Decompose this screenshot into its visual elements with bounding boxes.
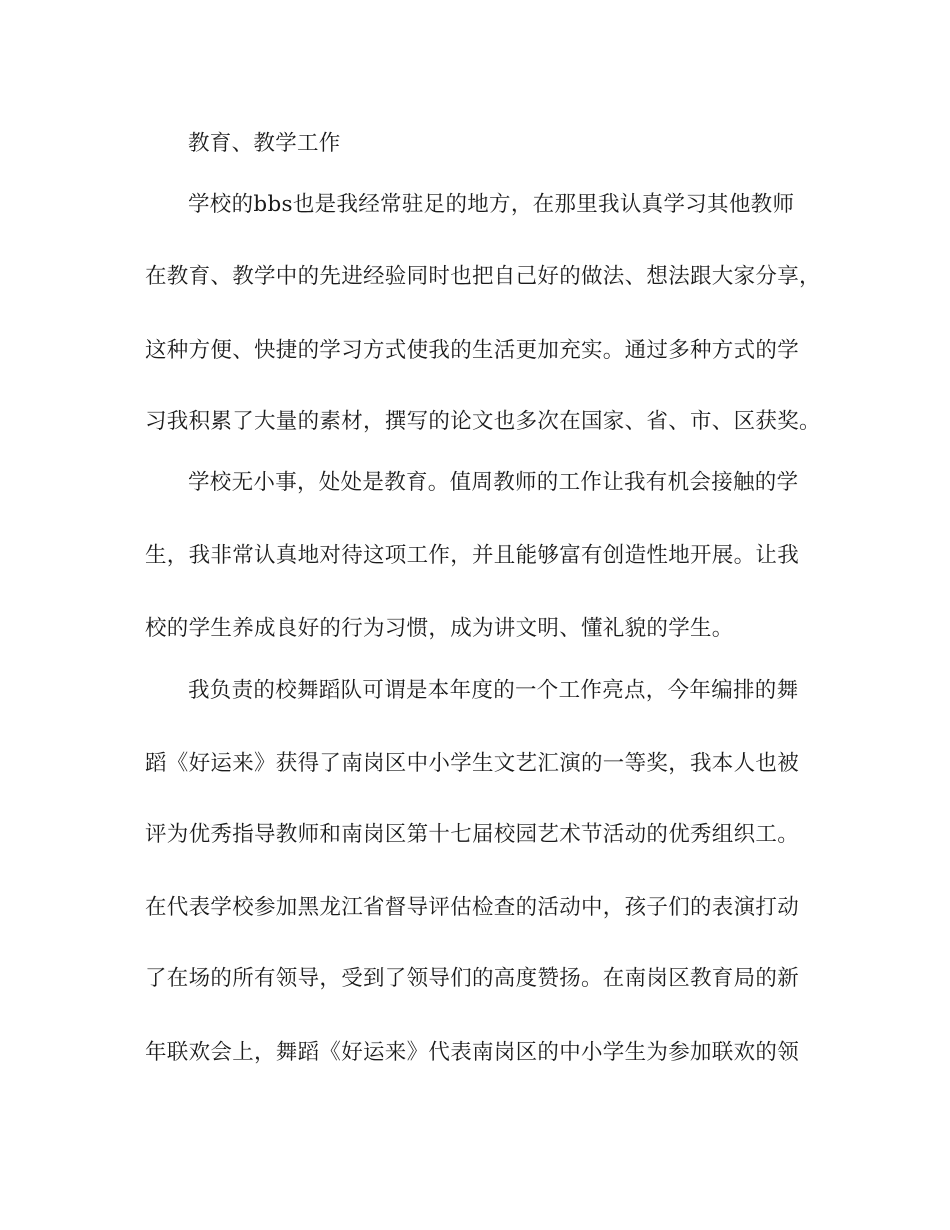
text-line: 蹈《好运来》获得了南岗区中小学生文艺汇演的一等奖，我本人也被 [145,751,800,776]
text-line: 校的学生养成良好的行为习惯，成为讲文明、懂礼貌的学生。 [145,616,734,641]
section-heading: 教育、教学工作 [188,131,341,156]
text-line: 学校无小事，处处是教育。值周教师的工作让我有机会接触的学 [188,470,799,495]
text-line: 我负责的校舞蹈队可谓是本年度的一个工作亮点，今年编排的舞 [188,678,799,703]
text-line: 生，我非常认真地对待这项工作，并且能够富有创造性地开展。让我 [145,543,800,568]
text-line: 在教育、教学中的先进经验同时也把自己好的做法、想法跟大家分享， [145,264,821,289]
text-line: 评为优秀指导教师和南岗区第十七届校园艺术节活动的优秀组织工。 [145,822,800,847]
text-line: 年联欢会上，舞蹈《好运来》代表南岗区的中小学生为参加联欢的领 [145,1040,800,1065]
text-line: 这种方便、快捷的学习方式使我的生活更加充实。通过多种方式的学 [145,338,800,363]
text-line: 习我积累了大量的素材，撰写的论文也多次在国家、省、市、区获奖。 [145,409,821,434]
text-line: 学校的bbs也是我经常驻足的地方，在那里我认真学习其他教师 [188,192,795,217]
text-line: 在代表学校参加黑龙江省督导评估检查的活动中，孩子们的表演打动 [145,895,800,920]
text-line: 了在场的所有领导，受到了领导们的高度赞扬。在南岗区教育局的新 [145,966,800,991]
